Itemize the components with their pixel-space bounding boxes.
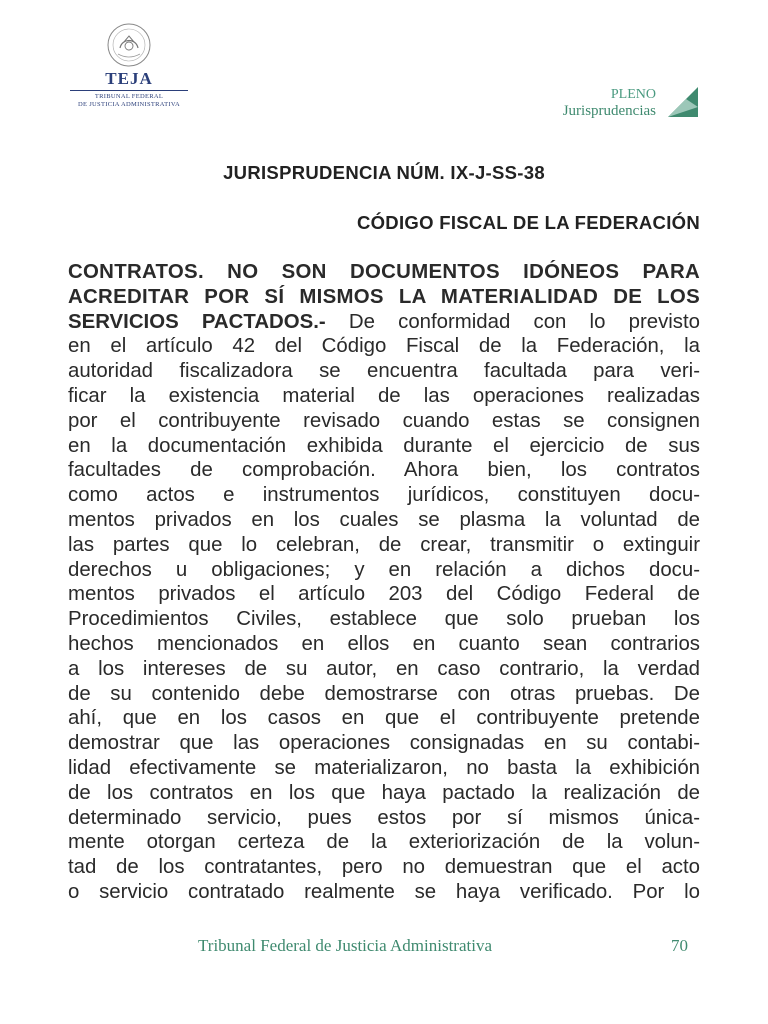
- logo-subtitle-line1: TRIBUNAL FEDERAL: [94, 93, 164, 100]
- body-line: mente otorgan certeza de la exteriorización de la volun-: [68, 831, 700, 854]
- body-line: las partes que lo celebran, de crear, transmitir o extinguir: [68, 533, 700, 556]
- body-line: de los contratos en los que haya pactado la realización de: [68, 781, 700, 804]
- body-line: hechos mencionados en ellos en cuanto sean contrarios: [68, 632, 700, 655]
- body-line: lidad efectivamente se materializaron, no basta la exhibición: [68, 756, 700, 779]
- body-line-start: De conformidad con lo previsto: [325, 310, 700, 333]
- body-line: de su contenido debe demostrarse con otras pruebas. De: [68, 682, 700, 705]
- document-body: [68, 260, 700, 905]
- national-seal-icon: [106, 22, 152, 68]
- section-sublabel: Jurisprudencias: [562, 103, 656, 119]
- body-line: en el artículo 42 del Código Fiscal de la Federación, la: [68, 335, 700, 358]
- body-line: tad de los contratantes, pero no demuestran que el acto: [68, 856, 700, 879]
- body-line: en la documentación exhibida durante el ejercicio de sus: [68, 434, 700, 457]
- section-triangle-icon: [666, 85, 700, 119]
- heading-line-3: [68, 310, 700, 335]
- document-subtitle: CÓDIGO FISCAL DE LA FEDERACIÓN: [356, 212, 700, 233]
- heading-line-2: ACREDITAR POR SÍ MISMOS LA MATERIALIDAD DE LOS: [68, 285, 700, 308]
- body-line: Procedimientos Civiles, establece que solo prueban los: [68, 608, 700, 631]
- logo-subtitle-line2: DE JUSTICIA ADMINISTRATIVA: [78, 101, 180, 108]
- body-line: como actos e instrumentos jurídicos, constituyen docu-: [68, 484, 700, 507]
- section-tag: [563, 86, 656, 120]
- body-line: autoridad fiscalizadora se encuentra facultada para veri-: [68, 360, 700, 383]
- heading-bold-end: SERVICIOS PACTADOS.-: [68, 310, 326, 333]
- section-label: PLENO: [610, 87, 656, 102]
- institution-logo: [66, 22, 192, 109]
- body-line: o servicio contratado realmente se haya verificado. Por lo: [68, 880, 700, 903]
- body-line: determinado servicio, pues estos por sí mismos única-: [68, 806, 700, 829]
- footer-institution: Tribunal Federal de Justicia Administrativa: [198, 936, 492, 955]
- logo-text: TEJA: [105, 69, 153, 88]
- body-line: ahí, que en los casos en que el contribuyente pretende: [68, 707, 700, 730]
- document-title: JURISPRUDENCIA NÚM. IX-J-SS-38: [223, 162, 545, 183]
- heading-line-1: CONTRATOS. NO SON DOCUMENTOS IDÓNEOS PARA: [68, 261, 700, 283]
- body-line: facultades de comprobación. Ahora bien, los contratos: [68, 459, 700, 482]
- logo-divider: [70, 90, 188, 91]
- body-line: mentos privados el artículo 203 del Código Federal de: [68, 583, 700, 606]
- body-line: derechos u obligaciones; y en relación a dichos docu-: [68, 558, 700, 581]
- body-line: por el contribuyente revisado cuando estas se consignen: [68, 409, 700, 432]
- body-line: mentos privados en los cuales se plasma la voluntad de: [68, 508, 700, 531]
- body-line: a los intereses de su autor, en caso contrario, la verdad: [68, 657, 700, 680]
- body-line: demostrar que las operaciones consignadas en su contabi-: [68, 732, 700, 755]
- body-line: ficar la existencia material de las operaciones realizadas: [68, 384, 700, 407]
- page-number: 70: [671, 936, 688, 955]
